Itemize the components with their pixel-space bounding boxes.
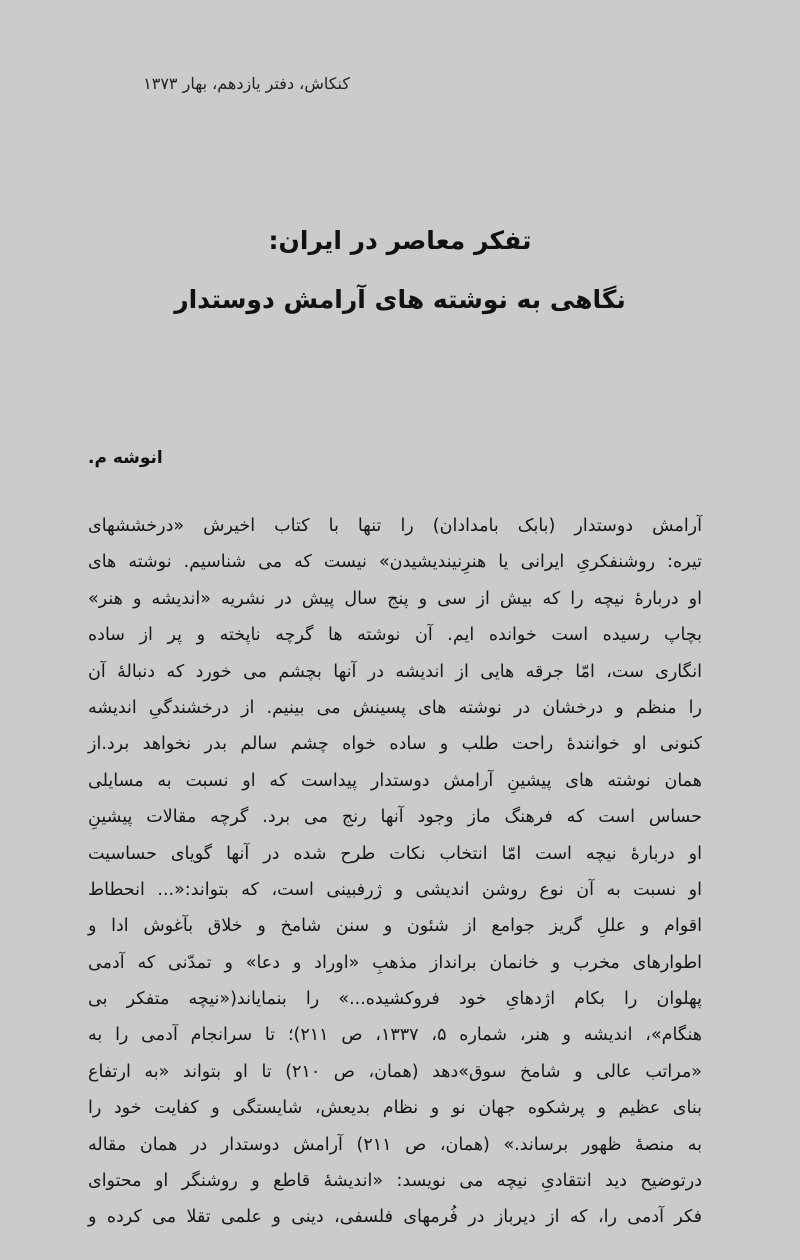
body-line: بنای عظیم و پرشکوه جهان نو و نظام بدیعش، شایستگی و کفایت خود را — [88, 1098, 702, 1119]
body-line: اطوارهای مخرب و خانمان برانداز مذهبِ «اوراد و دعا» و تمدّنی که آدمی — [88, 952, 702, 973]
body-line: آرامش دوستدار (بابک بامدادان) را تنها با کتاب اخیرش «درخششهای — [88, 516, 702, 536]
body-line: او دربارهٔ نیچه است امّا انتخاب نکات طرح شده در آنها گویای حساسیت — [88, 843, 702, 864]
body-line: همان نوشته های پیشینِ آرامش دوستدار پیداست که او نسبت به مسایلی — [88, 770, 702, 791]
body-line: انگاری ست، امّا جرقه هایی از اندیشه در آنها بچشم می خورد که دنبالهٔ آن — [88, 661, 702, 682]
body-paragraph — [88, 508, 702, 1236]
body-line: به منصهٔ ظهور برساند.» (همان، ص ۲۱۱) آرامش دوستدار در همان مقاله — [88, 1134, 703, 1155]
body-line: حساس است که فرهنگ ماز وجود آنها رنج می برد. گرچه مقالات پیشینِ — [88, 807, 702, 828]
body-line: او نسبت به آن نوع روشن اندیشی و ژرفبینی است، که بتواند:«... انحطاط — [88, 879, 702, 900]
body-line: را منظم و درخشان در نوشته های پسینش می بینیم. از درخشندگیِ اندیشه — [88, 697, 702, 718]
article-title-line-2: نگاهی به نوشته های آرامش دوستدار — [174, 285, 626, 314]
body-line: تیره: روشنفکریِ ایرانی یا هنرِنیندیشیدن» نیست که می شناسیم. نوشته های — [88, 552, 702, 573]
running-head: کنکاش، دفتر یازدهم، بهار ۱۳۷۳ — [143, 74, 350, 93]
body-line: «مراتب عالی و شامخ سوق»دهد (همان، ص ۲۱۰) تا او بتواند «به ارتفاع — [88, 1061, 702, 1082]
body-line: او دربارهٔ نیچه را که بیش از سی و پنج سال پیش در نشریه «اندیشه و هنر» — [88, 588, 702, 609]
body-line: اقوام و عللِ گریز جوامع از شئون و سنن شامخ و خلاق بآغوش ادا و — [88, 916, 702, 937]
body-line: فکر آدمی را، که از دیرباز در فُرمهای فلسفی، دینی و علمی تقلا می کرده و — [88, 1207, 702, 1228]
body-line: پهلوان را بکام اژدهایِ خود فروکشیده...» را بنمایاند(«نیچه متفکر بی — [88, 989, 702, 1010]
body-line: درتوضیح دید انتقادیِ نیچه می نویسد: «اندیشهٔ قاطع و روشنگر او محتوای — [88, 1171, 702, 1192]
article-title-line-1: تفکر معاصر در ایران: — [268, 226, 532, 255]
body-line: بچاپ رسیده است خوانده ایم. آن نوشته ها گرچه ناپخته و پر از ساده — [88, 625, 702, 646]
body-line: هنگام»، اندیشه و هنر، شماره ۵، ۱۳۳۷، ص ۲۱۱)؛ تا سرانجام آدمی را به — [88, 1025, 702, 1046]
author-name: انوشه م. — [88, 448, 163, 468]
body-line: کنونی او خوانندهٔ راحت طلب و ساده خواه چشم سالم بدر نخواهد برد.از — [88, 734, 702, 755]
